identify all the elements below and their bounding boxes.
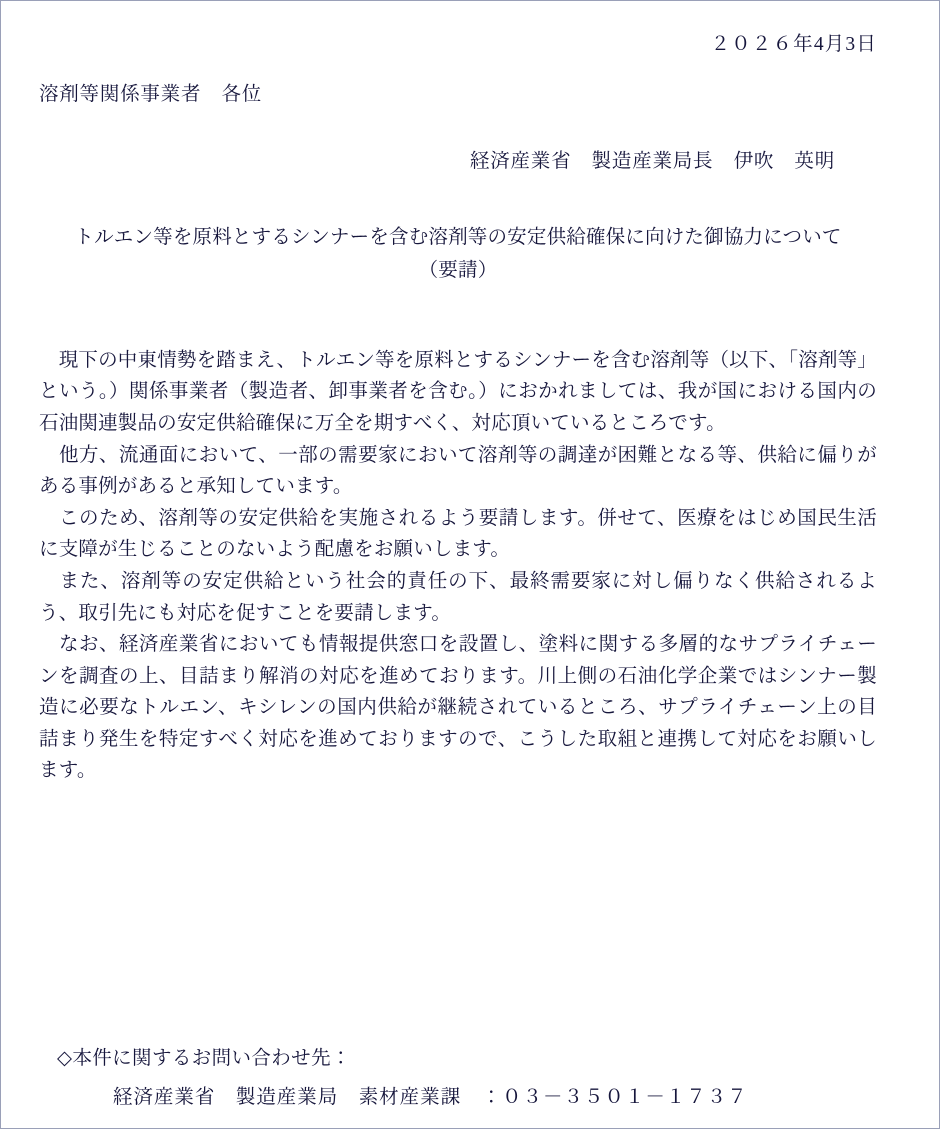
paragraph-1: 現下の中東情勢を踏まえ、トルエン等を原料とするシンナーを含む溶剤等（以下、「溶剤等」という。）関係事業者（製造者、卸事業者を含む。）におかれましては、我が国における国内の石油関連製品の安定供給確保に万全を期すべく、対応頂いているところです。 (39, 349, 877, 435)
contact-detail: 経済産業省 製造産業局 素材産業課 ：０３－３５０１－１７３７ (113, 1087, 748, 1109)
document-issuer: 経済産業省 製造産業局長 伊吹 英明 (469, 151, 835, 173)
paragraph-3: このため、溶剤等の安定供給を実施されるよう要請します。併せて、医療をはじめ国民生活に支障が生じることのないよう配慮をお願いします。 (39, 507, 877, 561)
document-paragraphs (39, 345, 877, 787)
document-title-line2: （要請） (418, 260, 498, 282)
paragraph-2: 他方、流通面において、一部の需要家において溶剤等の調達が困難となる等、供給に偏りがある事例があると承知しています。 (39, 444, 877, 498)
contact-heading: ◇本件に関するお問い合わせ先： (57, 1047, 351, 1069)
document-addressee: 溶剤等関係事業者 各位 (39, 83, 263, 105)
paragraph-4: また、溶剤等の安定供給という社会的責任の下、最終需要家に対し偏りなく供給されるよう、取引先にも対応を促すことを要請します。 (39, 570, 877, 624)
paragraph-5: なお、経済産業省においても情報提供窓口を設置し、塗料に関する多層的なサプライチェーンを調査の上、目詰まり解消の対応を進めております。川上側の石油化学企業ではシンナー製造に必要なトルエン、キシレンの国内供給が継続されているところ、サプライチェーン上の目詰まり発生を特定すべく対応を進めておりますので、こうした取組と連携して対応をお願いします。 (39, 634, 877, 782)
contact-block (57, 1043, 748, 1114)
document-date: ２０２６年4月3日 (710, 34, 877, 55)
document-body (39, 29, 877, 787)
document-title (39, 222, 877, 287)
document-title-line1: トルエン等を原料とするシンナーを含む溶剤等の安定供給確保に向けた御協力について (74, 226, 842, 248)
